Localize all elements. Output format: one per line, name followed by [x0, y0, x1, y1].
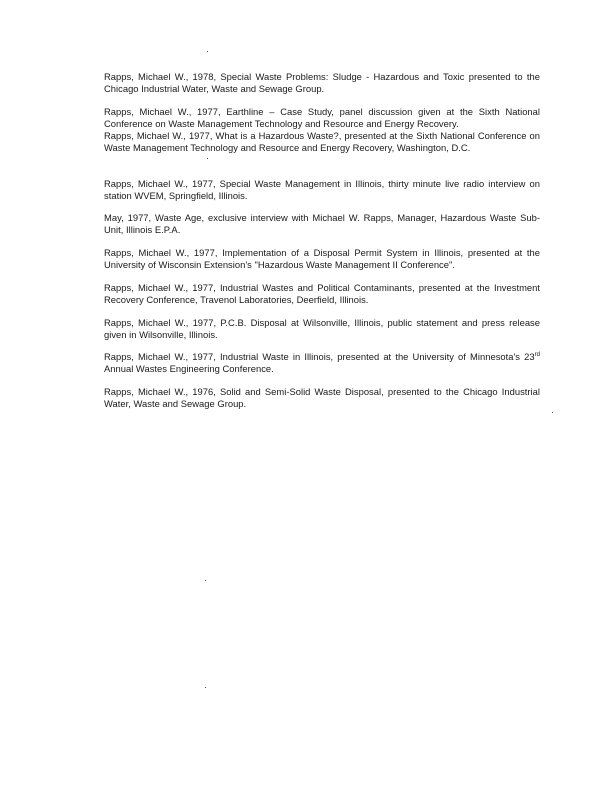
- publication-entry: Rapps, Michael W., 1977, Industrial Wastes and Political Contaminants, presented at the Investment Recovery Conference, Travenol Laboratories, Deerfield, Illinois.: [104, 282, 540, 305]
- publication-entry: Rapps, Michael W., 1977, Implementation of a Disposal Permit System in Illinois, presented at the University of Wisconsin Extension's "Hazardous Waste Management II Conference".: [104, 247, 540, 270]
- publication-entry: Rapps, Michael W., 1977, What is a Hazardous Waste?, presented at the Sixth National Conference on Waste Management Technology and Resource and Energy Recovery, Washington, D.C.: [104, 130, 540, 153]
- publication-entry: May, 1977, Waste Age, exclusive interview with Michael W. Rapps, Manager, Hazardous Waste Sub-Unit, Illinois E.P.A.: [104, 212, 540, 235]
- scan-speck: [207, 51, 208, 52]
- entry-text: Annual Wastes Engineering Conference.: [104, 363, 274, 374]
- publication-entry: Rapps, Michael W., 1977, Special Waste Management in Illinois, thirty minute live radio interview on station WVEM, Springfield, Illinois.: [104, 178, 540, 201]
- scan-speck: [205, 580, 206, 581]
- publication-entry: Rapps, Michael W., 1976, Solid and Semi-Solid Waste Disposal, presented to the Chicago Industrial Water, Waste and Sewage Group.: [104, 386, 540, 409]
- publication-entry: Rapps, Michael W., 1977, P.C.B. Disposal at Wilsonville, Illinois, public statement and press release given in Wilsonville, Illinois.: [104, 317, 540, 340]
- scan-speck: [552, 412, 553, 413]
- publication-entry: Rapps, Michael W., 1978, Special Waste Problems: Sludge - Hazardous and Toxic presented to the Chicago Industrial Water, Waste and Sewage Group.: [104, 71, 540, 94]
- ordinal-suffix: rd: [534, 351, 540, 358]
- scan-speck: [205, 687, 206, 688]
- publication-entry: Rapps, Michael W., 1977, Earthline – Case Study, panel discussion given at the Sixth National Conference on Waste Management Technology and Resource and Energy Recovery.: [104, 106, 540, 129]
- scan-speck: [207, 158, 208, 159]
- entry-text: Rapps, Michael W., 1977, Industrial Waste in Illinois, presented at the University of Minnesota's 23: [104, 351, 535, 362]
- publication-entry: [104, 351, 540, 375]
